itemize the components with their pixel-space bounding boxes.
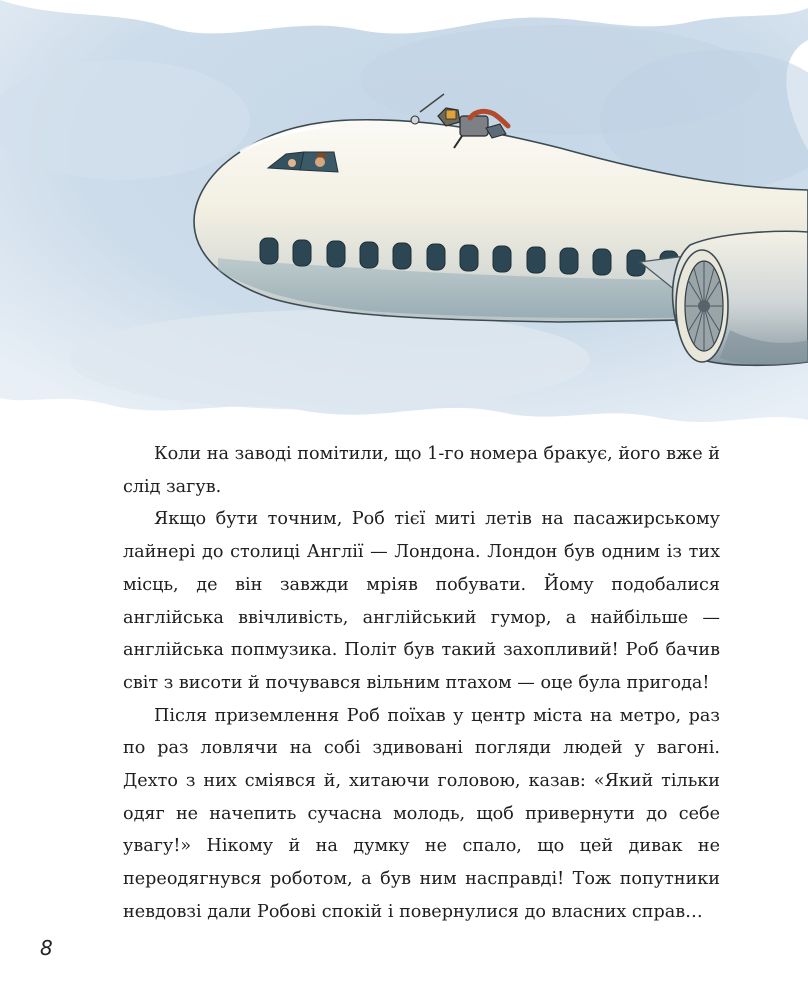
engine [673,231,808,365]
page-number: 8 [40,936,53,960]
paragraph: Якщо бути точним, Роб тієї миті летів на пасажирському лайнері до столиці Англії — Лондона. Лондон був одним із тих місць, де він завжди мріяв побувати. Йому подобалися англійська ввічливість, англійський гумор, а найбільше — англійська попмузика. Політ був такий захопливий! Роб бачив світ з висоти й почувався вільним птахом — оце була пригода! [123,509,720,693]
airplane-illustration [0,0,808,430]
story-text [123,438,720,929]
paragraph: Після приземлення Роб поїхав у центр міста на метро, раз по раз ловлячи на собі здивовані погляди людей у вагоні. Дехто з них сміявся й, хитаючи головою, казав: «Який тільки одяг не начепить сучасна молодь, щоб привернути до себе увагу!» Нікому й на думку не спало, що цей дивак не переодягнувся роботом, а був ним насправді! Тож попутники невдовзі дали Робові спокій і повернулися до власних справ… [123,705,720,922]
paragraph: Коли на заводі помітили, що 1-го номера бракує, його вже й слід загув. [123,444,720,497]
